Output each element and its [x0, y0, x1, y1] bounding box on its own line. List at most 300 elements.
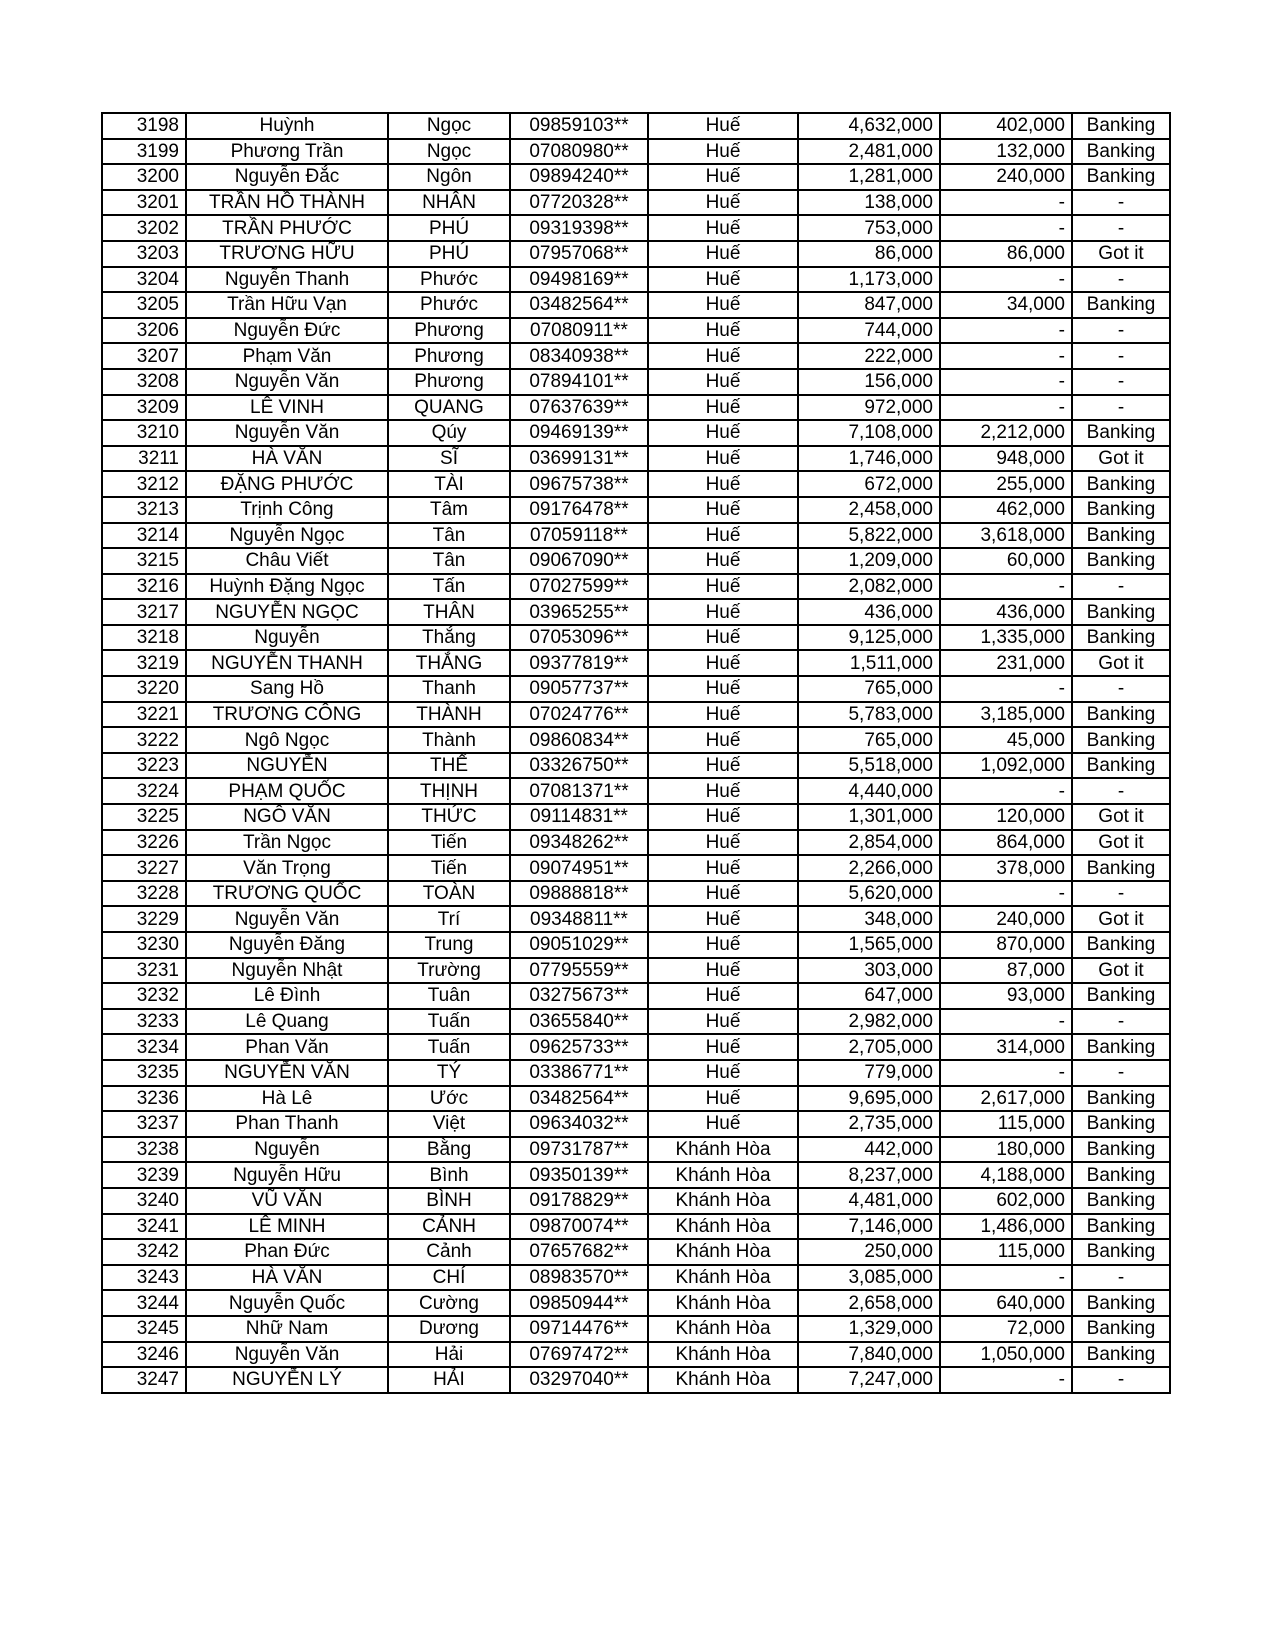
province-cell: Huế [648, 1034, 798, 1060]
amount-cell: 1,301,000 [798, 804, 940, 830]
last-name-cell: Nguyễn Thanh [186, 267, 388, 293]
amount-cell: 647,000 [798, 983, 940, 1009]
row-number: 3246 [102, 1342, 186, 1368]
phone-cell: 09114831** [510, 804, 648, 830]
row-number: 3198 [102, 113, 186, 139]
last-name-cell: NGUYỄN LÝ [186, 1367, 388, 1393]
last-name-cell: Phan Đức [186, 1239, 388, 1265]
first-name-cell: Ngôn [388, 164, 510, 190]
status-cell: Got it [1072, 650, 1170, 676]
amount-cell: 3,085,000 [798, 1265, 940, 1291]
table-row [102, 1214, 1170, 1240]
amount-cell: 765,000 [798, 727, 940, 753]
province-cell: Huế [648, 574, 798, 600]
last-name-cell: Phan Thanh [186, 1111, 388, 1137]
status-cell: - [1072, 215, 1170, 241]
paid-amount-cell: 115,000 [940, 1111, 1072, 1137]
paid-amount-cell: 86,000 [940, 241, 1072, 267]
province-cell: Khánh Hòa [648, 1290, 798, 1316]
first-name-cell: Tấn [388, 574, 510, 600]
table-row [102, 1137, 1170, 1163]
status-cell: Banking [1072, 727, 1170, 753]
province-cell: Huế [648, 650, 798, 676]
table-row [102, 1290, 1170, 1316]
table-row [102, 1316, 1170, 1342]
status-cell: Banking [1072, 702, 1170, 728]
table-row [102, 1265, 1170, 1291]
last-name-cell: Nguyễn Đăng [186, 932, 388, 958]
last-name-cell: Nguyễn Văn [186, 1342, 388, 1368]
paid-amount-cell: 870,000 [940, 932, 1072, 958]
last-name-cell: Nguyễn Hữu [186, 1162, 388, 1188]
last-name-cell: Nguyễn Ngọc [186, 523, 388, 549]
paid-amount-cell: - [940, 1009, 1072, 1035]
paid-amount-cell: 948,000 [940, 446, 1072, 472]
first-name-cell: TÝ [388, 1060, 510, 1086]
province-cell: Huế [648, 446, 798, 472]
province-cell: Huế [648, 497, 798, 523]
row-number: 3241 [102, 1214, 186, 1240]
status-cell: - [1072, 395, 1170, 421]
paid-amount-cell: - [940, 881, 1072, 907]
amount-cell: 5,783,000 [798, 702, 940, 728]
table-row [102, 369, 1170, 395]
row-number: 3221 [102, 702, 186, 728]
table-row [102, 1086, 1170, 1112]
table-row [102, 395, 1170, 421]
phone-cell: 07059118** [510, 523, 648, 549]
amount-cell: 9,695,000 [798, 1086, 940, 1112]
phone-cell: 09051029** [510, 932, 648, 958]
province-cell: Khánh Hòa [648, 1367, 798, 1393]
amount-cell: 4,632,000 [798, 113, 940, 139]
last-name-cell: Phạm Văn [186, 343, 388, 369]
first-name-cell: Cảnh [388, 1239, 510, 1265]
last-name-cell: Huỳnh [186, 113, 388, 139]
province-cell: Khánh Hòa [648, 1316, 798, 1342]
table-row [102, 727, 1170, 753]
table-row [102, 1188, 1170, 1214]
table-row [102, 241, 1170, 267]
first-name-cell: QUANG [388, 395, 510, 421]
phone-cell: 07081371** [510, 778, 648, 804]
amount-cell: 765,000 [798, 676, 940, 702]
status-cell: Banking [1072, 753, 1170, 779]
table-row [102, 1111, 1170, 1137]
paid-amount-cell: - [940, 215, 1072, 241]
status-cell: - [1072, 1060, 1170, 1086]
amount-cell: 1,565,000 [798, 932, 940, 958]
paid-amount-cell: 72,000 [940, 1316, 1072, 1342]
table-row [102, 958, 1170, 984]
province-cell: Huế [648, 1111, 798, 1137]
row-number: 3203 [102, 241, 186, 267]
row-number: 3220 [102, 676, 186, 702]
last-name-cell: Trần Hữu Vạn [186, 292, 388, 318]
paid-amount-cell: 87,000 [940, 958, 1072, 984]
amount-cell: 1,511,000 [798, 650, 940, 676]
amount-cell: 2,705,000 [798, 1034, 940, 1060]
paid-amount-cell: - [940, 676, 1072, 702]
phone-cell: 09859103** [510, 113, 648, 139]
first-name-cell: Tiến [388, 830, 510, 856]
province-cell: Huế [648, 958, 798, 984]
last-name-cell: Trịnh Công [186, 497, 388, 523]
table-row [102, 471, 1170, 497]
last-name-cell: Nguyễn Đắc [186, 164, 388, 190]
row-number: 3245 [102, 1316, 186, 1342]
row-number: 3222 [102, 727, 186, 753]
paid-amount-cell: 34,000 [940, 292, 1072, 318]
amount-cell: 5,822,000 [798, 523, 940, 549]
table-row [102, 574, 1170, 600]
last-name-cell: ĐẶNG PHƯỚC [186, 471, 388, 497]
province-cell: Khánh Hòa [648, 1188, 798, 1214]
first-name-cell: SĨ [388, 446, 510, 472]
table-row [102, 932, 1170, 958]
amount-cell: 86,000 [798, 241, 940, 267]
row-number: 3247 [102, 1367, 186, 1393]
last-name-cell: Nguyễn [186, 1137, 388, 1163]
status-cell: - [1072, 369, 1170, 395]
table-row [102, 702, 1170, 728]
table-row [102, 881, 1170, 907]
paid-amount-cell: 132,000 [940, 139, 1072, 165]
last-name-cell: Nguyễn Văn [186, 906, 388, 932]
first-name-cell: Phương [388, 318, 510, 344]
phone-cell: 09057737** [510, 676, 648, 702]
paid-amount-cell: 1,335,000 [940, 625, 1072, 651]
row-number: 3229 [102, 906, 186, 932]
province-cell: Huế [648, 267, 798, 293]
province-cell: Huế [648, 318, 798, 344]
status-cell: Banking [1072, 1239, 1170, 1265]
paid-amount-cell: - [940, 778, 1072, 804]
province-cell: Huế [648, 1060, 798, 1086]
paid-amount-cell: 93,000 [940, 983, 1072, 1009]
province-cell: Huế [648, 241, 798, 267]
province-cell: Khánh Hòa [648, 1137, 798, 1163]
phone-cell: 09894240** [510, 164, 648, 190]
last-name-cell: NGUYỄN VĂN [186, 1060, 388, 1086]
phone-cell: 07080911** [510, 318, 648, 344]
status-cell: - [1072, 318, 1170, 344]
table-row [102, 1060, 1170, 1086]
row-number: 3230 [102, 932, 186, 958]
last-name-cell: Ngô Ngọc [186, 727, 388, 753]
table-row [102, 1162, 1170, 1188]
last-name-cell: VŨ VĂN [186, 1188, 388, 1214]
first-name-cell: THỊNH [388, 778, 510, 804]
status-cell: - [1072, 343, 1170, 369]
row-number: 3224 [102, 778, 186, 804]
first-name-cell: BÌNH [388, 1188, 510, 1214]
table-row [102, 190, 1170, 216]
phone-cell: 09074951** [510, 855, 648, 881]
row-number: 3205 [102, 292, 186, 318]
province-cell: Huế [648, 753, 798, 779]
amount-cell: 1,746,000 [798, 446, 940, 472]
table-row [102, 548, 1170, 574]
first-name-cell: THỨC [388, 804, 510, 830]
table-row [102, 599, 1170, 625]
first-name-cell: Thành [388, 727, 510, 753]
status-cell: - [1072, 1265, 1170, 1291]
row-number: 3209 [102, 395, 186, 421]
table-row [102, 1034, 1170, 1060]
table-row [102, 676, 1170, 702]
last-name-cell: LÊ VINH [186, 395, 388, 421]
phone-cell: 09348811** [510, 906, 648, 932]
province-cell: Huế [648, 395, 798, 421]
province-cell: Huế [648, 164, 798, 190]
table-row [102, 906, 1170, 932]
last-name-cell: PHẠM QUỐC [186, 778, 388, 804]
paid-amount-cell: 2,212,000 [940, 420, 1072, 446]
first-name-cell: CHÍ [388, 1265, 510, 1291]
phone-cell: 07657682** [510, 1239, 648, 1265]
status-cell: Banking [1072, 113, 1170, 139]
row-number: 3233 [102, 1009, 186, 1035]
paid-amount-cell: 2,617,000 [940, 1086, 1072, 1112]
phone-cell: 09675738** [510, 471, 648, 497]
phone-cell: 07697472** [510, 1342, 648, 1368]
table-row [102, 446, 1170, 472]
last-name-cell: Văn Trọng [186, 855, 388, 881]
first-name-cell: HẢI [388, 1367, 510, 1393]
paid-amount-cell: 60,000 [940, 548, 1072, 574]
phone-cell: 09176478** [510, 497, 648, 523]
province-cell: Huế [648, 292, 798, 318]
amount-cell: 303,000 [798, 958, 940, 984]
status-cell: Banking [1072, 932, 1170, 958]
phone-cell: 09350139** [510, 1162, 648, 1188]
row-number: 3227 [102, 855, 186, 881]
row-number: 3228 [102, 881, 186, 907]
paid-amount-cell: 115,000 [940, 1239, 1072, 1265]
first-name-cell: THẾ [388, 753, 510, 779]
table-row [102, 1342, 1170, 1368]
table-row [102, 267, 1170, 293]
status-cell: Got it [1072, 906, 1170, 932]
last-name-cell: TRƯƠNG QUỐC [186, 881, 388, 907]
status-cell: Banking [1072, 548, 1170, 574]
paid-amount-cell: 231,000 [940, 650, 1072, 676]
status-cell: Banking [1072, 1342, 1170, 1368]
phone-cell: 03297040** [510, 1367, 648, 1393]
amount-cell: 2,481,000 [798, 139, 940, 165]
paid-amount-cell: - [940, 267, 1072, 293]
first-name-cell: Thanh [388, 676, 510, 702]
status-cell: - [1072, 1009, 1170, 1035]
phone-cell: 08983570** [510, 1265, 648, 1291]
paid-amount-cell: 1,050,000 [940, 1342, 1072, 1368]
phone-cell: 09067090** [510, 548, 648, 574]
province-cell: Huế [648, 778, 798, 804]
paid-amount-cell: - [940, 1060, 1072, 1086]
amount-cell: 2,658,000 [798, 1290, 940, 1316]
phone-cell: 09731787** [510, 1137, 648, 1163]
table-row [102, 497, 1170, 523]
paid-amount-cell: - [940, 369, 1072, 395]
paid-amount-cell: 640,000 [940, 1290, 1072, 1316]
first-name-cell: THÀNH [388, 702, 510, 728]
table-row [102, 778, 1170, 804]
status-cell: Banking [1072, 1214, 1170, 1240]
phone-cell: 03699131** [510, 446, 648, 472]
paid-amount-cell: 864,000 [940, 830, 1072, 856]
row-number: 3244 [102, 1290, 186, 1316]
province-cell: Khánh Hòa [648, 1214, 798, 1240]
province-cell: Huế [648, 881, 798, 907]
first-name-cell: Trường [388, 958, 510, 984]
first-name-cell: Thắng [388, 625, 510, 651]
paid-amount-cell: 462,000 [940, 497, 1072, 523]
phone-cell: 09319398** [510, 215, 648, 241]
paid-amount-cell: 3,185,000 [940, 702, 1072, 728]
last-name-cell: Phương Trần [186, 139, 388, 165]
phone-cell: 03965255** [510, 599, 648, 625]
last-name-cell: Nguyễn Đức [186, 318, 388, 344]
last-name-cell: NGUYỄN NGỌC [186, 599, 388, 625]
phone-cell: 09634032** [510, 1111, 648, 1137]
table-row [102, 1239, 1170, 1265]
amount-cell: 753,000 [798, 215, 940, 241]
first-name-cell: CẢNH [388, 1214, 510, 1240]
status-cell: Got it [1072, 804, 1170, 830]
province-cell: Huế [648, 1009, 798, 1035]
paid-amount-cell: 1,092,000 [940, 753, 1072, 779]
phone-cell: 03386771** [510, 1060, 648, 1086]
first-name-cell: Cường [388, 1290, 510, 1316]
last-name-cell: NGÔ VĂN [186, 804, 388, 830]
amount-cell: 5,620,000 [798, 881, 940, 907]
amount-cell: 436,000 [798, 599, 940, 625]
phone-cell: 03482564** [510, 292, 648, 318]
first-name-cell: PHÚ [388, 241, 510, 267]
row-number: 3218 [102, 625, 186, 651]
amount-cell: 250,000 [798, 1239, 940, 1265]
first-name-cell: Bình [388, 1162, 510, 1188]
row-number: 3231 [102, 958, 186, 984]
row-number: 3237 [102, 1111, 186, 1137]
roster-body [102, 113, 1170, 1393]
last-name-cell: Sang Hồ [186, 676, 388, 702]
table-row [102, 1009, 1170, 1035]
first-name-cell: NHÂN [388, 190, 510, 216]
first-name-cell: Phước [388, 267, 510, 293]
phone-cell: 07637639** [510, 395, 648, 421]
amount-cell: 2,082,000 [798, 574, 940, 600]
table-row [102, 343, 1170, 369]
paid-amount-cell: - [940, 395, 1072, 421]
status-cell: - [1072, 676, 1170, 702]
row-number: 3206 [102, 318, 186, 344]
province-cell: Huế [648, 804, 798, 830]
paid-amount-cell: 4,188,000 [940, 1162, 1072, 1188]
province-cell: Huế [648, 906, 798, 932]
province-cell: Huế [648, 625, 798, 651]
status-cell: Got it [1072, 958, 1170, 984]
row-number: 3208 [102, 369, 186, 395]
province-cell: Huế [648, 676, 798, 702]
table-row [102, 292, 1170, 318]
phone-cell: 07053096** [510, 625, 648, 651]
amount-cell: 7,840,000 [798, 1342, 940, 1368]
paid-amount-cell: 402,000 [940, 113, 1072, 139]
last-name-cell: Lê Đình [186, 983, 388, 1009]
amount-cell: 779,000 [798, 1060, 940, 1086]
last-name-cell: Trần Ngọc [186, 830, 388, 856]
amount-cell: 744,000 [798, 318, 940, 344]
province-cell: Huế [648, 983, 798, 1009]
table-row [102, 804, 1170, 830]
amount-cell: 222,000 [798, 343, 940, 369]
status-cell: - [1072, 778, 1170, 804]
amount-cell: 2,266,000 [798, 855, 940, 881]
table-row [102, 318, 1170, 344]
amount-cell: 4,440,000 [798, 778, 940, 804]
status-cell: - [1072, 267, 1170, 293]
province-cell: Huế [648, 599, 798, 625]
paid-amount-cell: 45,000 [940, 727, 1072, 753]
status-cell: Got it [1072, 830, 1170, 856]
last-name-cell: Hà Lê [186, 1086, 388, 1112]
phone-cell: 03655840** [510, 1009, 648, 1035]
status-cell: Banking [1072, 1188, 1170, 1214]
amount-cell: 7,146,000 [798, 1214, 940, 1240]
province-cell: Khánh Hòa [648, 1265, 798, 1291]
roster-table [101, 112, 1171, 1394]
phone-cell: 07957068** [510, 241, 648, 267]
row-number: 3236 [102, 1086, 186, 1112]
last-name-cell: Nhữ Nam [186, 1316, 388, 1342]
status-cell: - [1072, 190, 1170, 216]
amount-cell: 1,329,000 [798, 1316, 940, 1342]
row-number: 3202 [102, 215, 186, 241]
first-name-cell: Tân [388, 523, 510, 549]
last-name-cell: Nguyễn [186, 625, 388, 651]
phone-cell: 09850944** [510, 1290, 648, 1316]
status-cell: - [1072, 881, 1170, 907]
first-name-cell: Tâm [388, 497, 510, 523]
first-name-cell: PHÚ [388, 215, 510, 241]
status-cell: Banking [1072, 292, 1170, 318]
status-cell: Banking [1072, 1086, 1170, 1112]
row-number: 3239 [102, 1162, 186, 1188]
phone-cell: 07080980** [510, 139, 648, 165]
paid-amount-cell: - [940, 343, 1072, 369]
row-number: 3211 [102, 446, 186, 472]
row-number: 3238 [102, 1137, 186, 1163]
status-cell: Banking [1072, 983, 1170, 1009]
first-name-cell: Hải [388, 1342, 510, 1368]
row-number: 3243 [102, 1265, 186, 1291]
row-number: 3212 [102, 471, 186, 497]
row-number: 3216 [102, 574, 186, 600]
province-cell: Khánh Hòa [648, 1162, 798, 1188]
phone-cell: 09469139** [510, 420, 648, 446]
status-cell: Banking [1072, 471, 1170, 497]
table-row [102, 215, 1170, 241]
province-cell: Huế [648, 343, 798, 369]
row-number: 3214 [102, 523, 186, 549]
amount-cell: 2,982,000 [798, 1009, 940, 1035]
phone-cell: 07795559** [510, 958, 648, 984]
paid-amount-cell: 602,000 [940, 1188, 1072, 1214]
table-row [102, 983, 1170, 1009]
amount-cell: 847,000 [798, 292, 940, 318]
